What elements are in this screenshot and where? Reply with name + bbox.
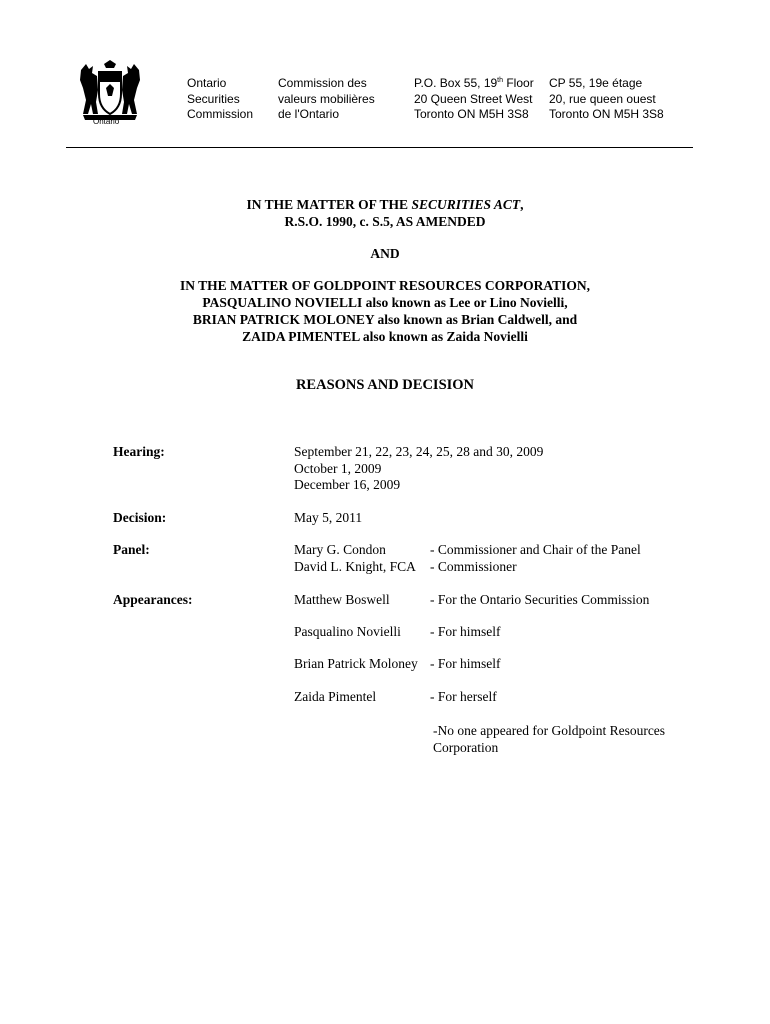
address-text: Floor <box>503 76 534 90</box>
title-line: BRIAN PATRICK MOLONEY also known as Brian Caldwell, and <box>192 312 578 327</box>
hearing-date: September 21, 22, 23, 24, 25, 28 and 30, 2009 <box>294 444 544 459</box>
appearance-role: - For himself <box>430 624 501 639</box>
header-line: Toronto ON M5H 3S8 <box>549 107 664 121</box>
header-line: Securities <box>187 91 240 106</box>
title-line: ZAIDA PIMENTEL also known as Zaida Novielli <box>242 329 528 344</box>
document-heading: REASONS AND DECISION <box>295 377 475 393</box>
header-line: de l'Ontario <box>278 107 339 121</box>
appearance-name: Brian Patrick Moloney <box>294 656 418 671</box>
appearance-role: - For himself <box>430 656 501 671</box>
hearing-dates <box>294 444 543 494</box>
header-line: Toronto ON M5H 3S8 <box>414 107 529 121</box>
header-line: Ontario <box>187 76 227 90</box>
no-appearance-note <box>433 722 665 756</box>
title-line <box>0 196 770 213</box>
decision-label: Decision: <box>113 510 167 525</box>
header-line <box>414 76 534 92</box>
header-line: Commission <box>187 107 254 121</box>
panel-label: Panel: <box>113 542 150 557</box>
panel-member-name: Mary G. Condon <box>294 542 386 557</box>
appearance-name: Pasqualino Novielli <box>294 624 401 639</box>
panel-member-role: - Commissioner <box>430 559 517 574</box>
appearance-role: - For the Ontario Securities Commission <box>430 592 650 607</box>
header-line: Commission des <box>278 76 367 90</box>
title-line: IN THE MATTER OF GOLDPOINT RESOURCES CORPORATION, <box>180 278 590 293</box>
matter-respondents <box>0 277 770 345</box>
header-line: valeurs mobilières <box>278 91 375 106</box>
hearing-label: Hearing: <box>113 444 165 459</box>
header-line: CP 55, 19e étage <box>549 76 643 90</box>
matter-securities-act <box>0 196 770 230</box>
title-text: IN THE MATTER OF THE <box>246 197 412 212</box>
header-address-fr <box>549 76 664 123</box>
appearances-label: Appearances: <box>113 592 193 607</box>
note-line: -No one appeared for Goldpoint Resources <box>433 723 666 738</box>
header-org-name-en <box>187 76 253 123</box>
title-line: PASQUALINO NOVIELLI also known as Lee or Lino Novielli, <box>202 295 568 310</box>
address-superscript: th <box>497 77 504 84</box>
header-line: 20 Queen Street West <box>414 91 533 106</box>
decision-date: May 5, 2011 <box>294 510 363 525</box>
appearance-name: Matthew Boswell <box>294 592 390 607</box>
appearance-role: - For herself <box>430 689 497 704</box>
title-line: R.S.O. 1990, c. S.5, AS AMENDED <box>284 214 486 229</box>
panel-member-name: David L. Knight, FCA <box>294 559 416 574</box>
hearing-date: October 1, 2009 <box>294 460 382 476</box>
logo-wordmark: Ontario <box>93 117 120 126</box>
act-name: SECURITIES ACT <box>411 197 521 212</box>
header-address-en <box>414 76 534 123</box>
address-text: P.O. Box 55, 19 <box>414 76 498 90</box>
panel-member-role: - Commissioner and Chair of the Panel <box>430 542 641 557</box>
appearance-name: Zaida Pimentel <box>294 689 377 704</box>
title-text: , <box>520 197 524 212</box>
hearing-date: December 16, 2009 <box>294 477 401 492</box>
header-divider <box>66 147 693 148</box>
title-and: AND <box>370 246 400 261</box>
note-line: Corporation <box>433 740 499 755</box>
header-org-name-fr <box>278 76 375 123</box>
header-line: 20, rue queen ouest <box>549 91 656 106</box>
